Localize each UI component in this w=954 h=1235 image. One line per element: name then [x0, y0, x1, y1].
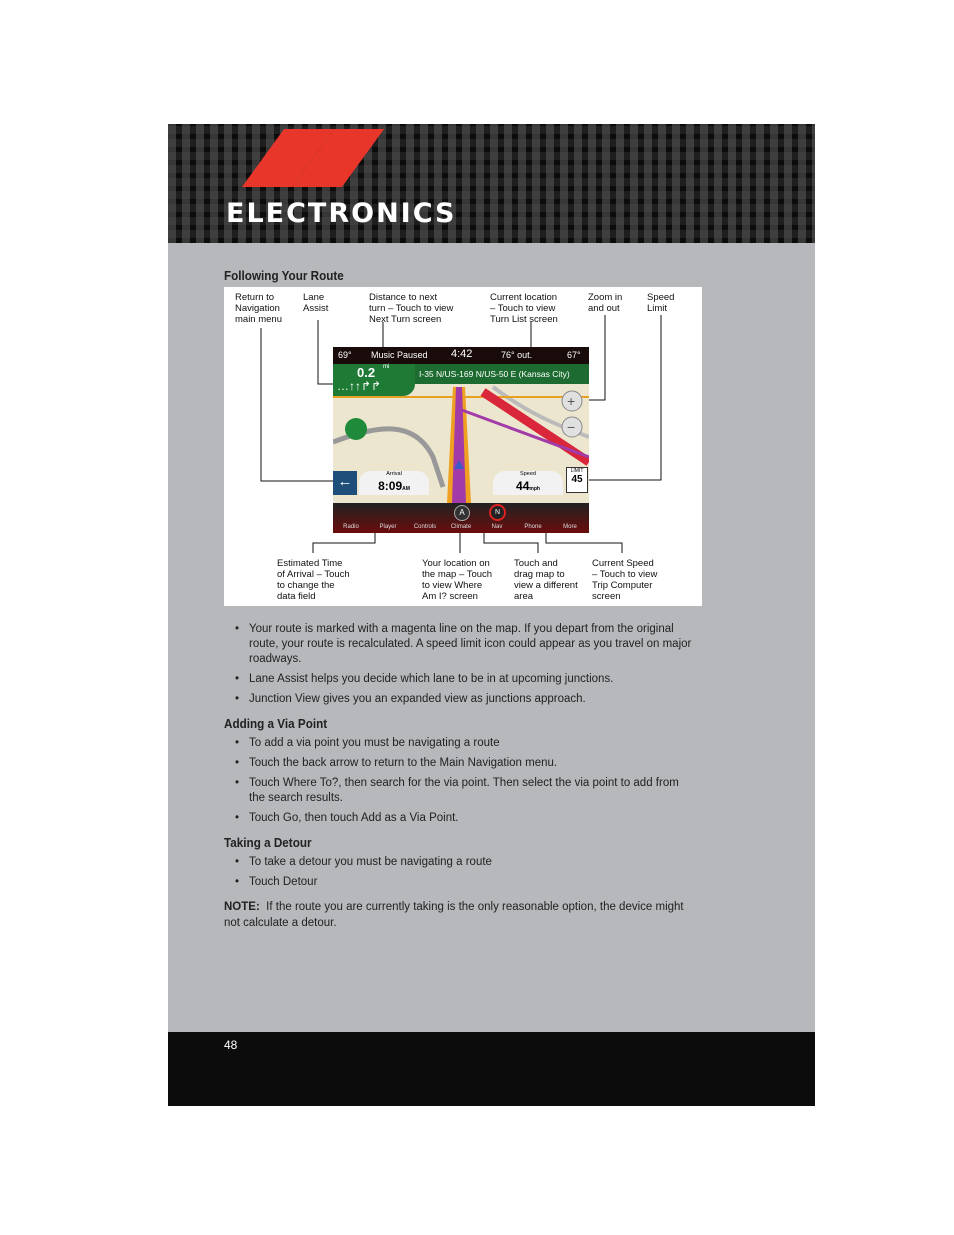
- manual-page: [168, 124, 815, 1106]
- page-number: 48: [224, 1038, 238, 1052]
- bullet: • Junction View gives you an expanded view as junctions approach.: [224, 692, 694, 707]
- callout-eta: Estimated Time of Arrival – Touch to change the data field: [277, 558, 350, 602]
- turn-distance: 0.2: [357, 365, 376, 380]
- note-text: If the route you are currently taking is the only reasonable option, the device might not calculate a detour.: [224, 901, 684, 929]
- arrival-suffix: AM: [402, 486, 410, 492]
- nav-screen-figure: [224, 287, 702, 606]
- temp-right: 67°: [567, 350, 581, 360]
- temp-left: 69°: [338, 350, 352, 360]
- section-header: [168, 124, 815, 243]
- arrival-label: Arrival: [386, 471, 402, 477]
- bullet: • Lane Assist helps you decide which lane to be in at upcoming junctions.: [224, 672, 694, 687]
- svg-text:−: −: [567, 419, 576, 435]
- arrival-field[interactable]: [359, 471, 429, 495]
- nav-screen: [333, 347, 589, 533]
- menu-climate[interactable]: Climate: [450, 524, 472, 530]
- bullet: • To take a detour you must be navigating a route: [224, 855, 694, 870]
- bottom-menu: [333, 503, 589, 533]
- speed-field[interactable]: [493, 471, 563, 495]
- distance-unit: mi: [383, 364, 390, 370]
- callout-lane-assist: Lane Assist: [303, 292, 329, 314]
- callout-drag-map: Touch and drag map to view a different area: [514, 558, 578, 602]
- callout-return: Return to Navigation main menu: [235, 292, 282, 325]
- back-arrow-button[interactable]: ←: [333, 471, 357, 495]
- heading-detour: Taking a Detour: [224, 835, 312, 850]
- bullet: • Touch Detour: [224, 875, 694, 890]
- callout-speed-limit: Speed Limit: [647, 292, 675, 314]
- footer: [168, 1032, 815, 1106]
- menu-controls[interactable]: Controls: [413, 524, 437, 530]
- note-label: NOTE:: [224, 901, 260, 913]
- speed-label: Speed: [520, 471, 536, 477]
- callout-zoom: Zoom in and out: [588, 292, 623, 314]
- via-bullets: [224, 736, 694, 831]
- callout-current-speed: Current Speed – Touch to view Trip Computer screen: [592, 558, 658, 602]
- note: [224, 899, 694, 931]
- lane-assist-arrows-icon: …↑↑↱↱: [337, 379, 382, 393]
- detour-bullets: [224, 855, 694, 895]
- bullet: • Touch Go, then touch Add as a Via Point.: [224, 811, 694, 826]
- callout-your-location: Your location on the map – Touch to view Where Am I? screen: [422, 558, 493, 602]
- bullet: • Touch Where To?, then search for the via point. Then select the via point to add from the search results.: [224, 776, 694, 806]
- limit-value: 45: [571, 474, 583, 485]
- status-bar: [333, 347, 589, 364]
- menu-nav[interactable]: Nav: [491, 524, 503, 530]
- bullet: • Touch the back arrow to return to the Main Navigation menu.: [224, 756, 694, 771]
- current-speed: 44: [516, 479, 530, 493]
- section-title: ELECTRONICS: [226, 198, 457, 229]
- callout-current-location: Current location – Touch to view Turn List screen: [490, 292, 558, 325]
- speed-limit-sign: [566, 467, 588, 493]
- climate-icon: A: [454, 505, 470, 521]
- menu-radio[interactable]: Radio: [343, 524, 359, 530]
- heading-following-route: Following Your Route: [224, 268, 344, 283]
- limit-label: LIMIT: [570, 468, 584, 474]
- bullet: • To add a via point you must be navigating a route: [224, 736, 694, 751]
- menu-player[interactable]: Player: [379, 524, 397, 530]
- bullet: • Your route is marked with a magenta line on the map. If you depart from the original route, your route is recalculated. A speed limit icon could appear as you travel on major roadways.: [224, 622, 694, 667]
- next-turn-button[interactable]: [333, 364, 415, 396]
- clock: 4:42: [451, 348, 473, 360]
- nav-compass-icon: N: [489, 504, 506, 521]
- heading-via-point: Adding a Via Point: [224, 716, 328, 731]
- speed-unit: mph: [529, 486, 540, 492]
- menu-more[interactable]: More: [563, 524, 577, 530]
- outside-temp: 76° out.: [501, 350, 533, 360]
- menu-phone[interactable]: Phone: [524, 524, 542, 530]
- callout-distance: Distance to next turn – Touch to view Next Turn screen: [369, 292, 454, 325]
- road-name: I-35 N/US-169 N/US-50 E (Kansas City): [419, 369, 570, 379]
- svg-text:+: +: [567, 393, 576, 409]
- arrival-time: 8:09: [378, 479, 403, 493]
- route-bullets: [224, 622, 694, 712]
- media-status: Music Paused: [371, 350, 428, 360]
